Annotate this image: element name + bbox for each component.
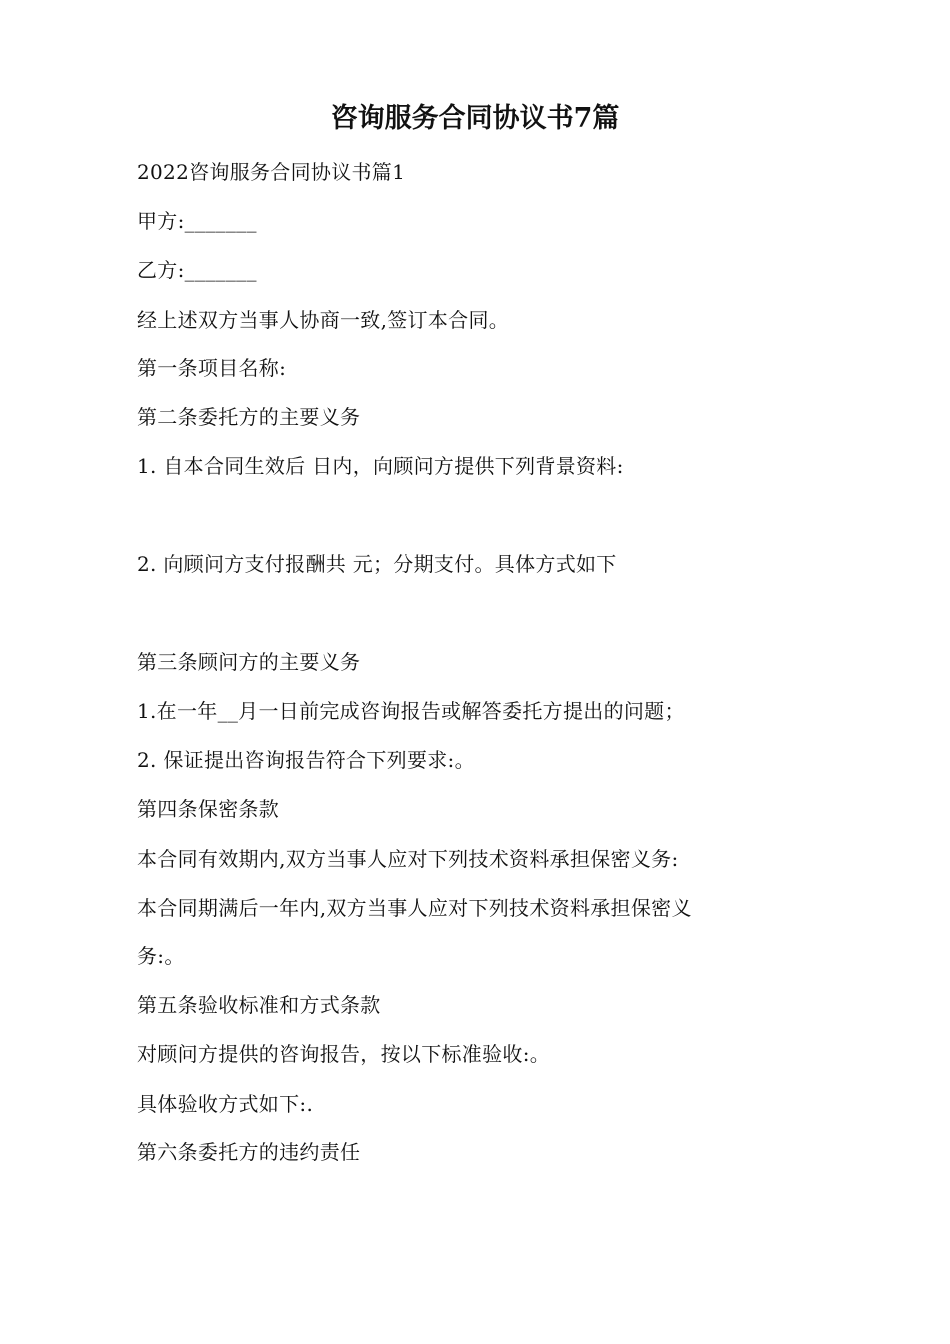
document-title: 咨询服务合同协议书7篇 [330, 103, 620, 134]
clause-heading: 第三条顾问方的主要义务 [137, 650, 361, 674]
list-item: 1.在一年__月一日前完成咨询报告或解答委托方提出的问题； [137, 699, 685, 723]
paragraph: 具体验收方式如下:. [137, 1092, 314, 1116]
paragraph: 对顾问方提供的咨询报告，按以下标准验收:。 [137, 1042, 551, 1066]
clause-heading: 第二条委托方的主要义务 [137, 405, 361, 429]
party-b-line: 乙方:_______ [137, 258, 257, 282]
section-heading: 2022咨询服务合同协议书篇1 [137, 160, 406, 184]
list-item: 1. 自本合同生效后 日内，向顾问方提供下列背景资料: [137, 454, 624, 478]
clause-heading: 第六条委托方的违约责任 [137, 1140, 361, 1164]
paragraph: 经上述双方当事人协商一致,签订本合同。 [137, 308, 510, 332]
paragraph: 本合同期满后一年内,双方当事人应对下列技术资料承担保密义 [137, 896, 692, 920]
list-item: 2. 向顾问方支付报酬共 元；分期支付。具体方式如下 [137, 552, 617, 576]
clause-heading: 第四条保密条款 [137, 797, 280, 821]
clause-heading: 第五条验收标准和方式条款 [137, 993, 381, 1017]
paragraph: 务:。 [137, 944, 185, 968]
list-item: 2. 保证提出咨询报告符合下列要求:。 [137, 748, 475, 772]
party-a-line: 甲方:_______ [137, 209, 257, 233]
paragraph: 本合同有效期内,双方当事人应对下列技术资料承担保密义务: [137, 847, 679, 871]
clause-heading: 第一条项目名称: [137, 356, 287, 380]
